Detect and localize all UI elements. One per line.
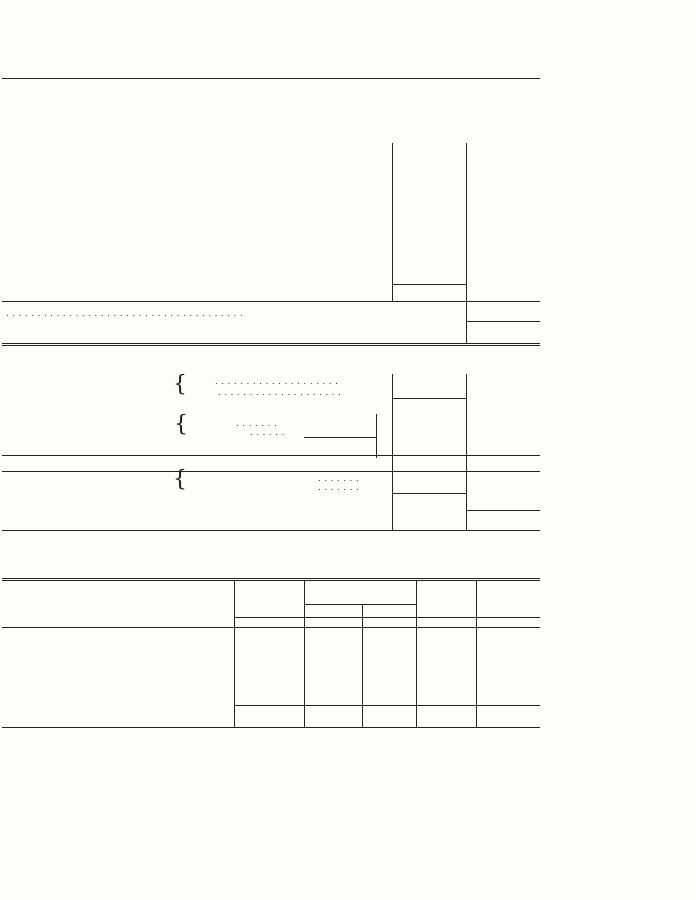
mov-total-rule — [234, 705, 540, 706]
grand-divider — [466, 301, 467, 343]
ammontare-rule-top — [2, 455, 540, 456]
spese-bottom-rule — [2, 301, 540, 302]
grand-rule-bottom — [2, 343, 540, 344]
passive-dots: . . . . . . . . . . . . . . . . . . . . — [218, 387, 342, 397]
mov-top-rule-2 — [2, 580, 540, 581]
final-rule — [466, 510, 540, 511]
spese-sum-rule — [392, 284, 466, 285]
variazioni-divider — [376, 414, 377, 458]
grand-rule-top — [466, 321, 540, 322]
rimanenze-dots: . . . . . . . . . . . . . . . . . . . . . . . . . . . . . . . . . . . . . . — [6, 308, 244, 318]
spese-sopr-dots: . . . . . . . — [318, 482, 360, 492]
rimanenze-brace: { — [173, 372, 187, 397]
grand-rule-bottom-double — [2, 345, 540, 346]
mov-num-rule-top — [234, 617, 540, 618]
mov-head-bottom — [2, 627, 540, 628]
variazioni-brace: { — [174, 412, 188, 437]
header-rule — [2, 78, 540, 79]
aumento-dots: . . . . . . . — [236, 418, 278, 428]
rimanenze-attive-row — [6, 308, 243, 319]
riassunto-divider-2 — [466, 374, 467, 530]
differenza-rule — [304, 437, 376, 438]
spese-divider-1 — [392, 143, 393, 301]
utile-rule — [392, 493, 466, 494]
riassunto-bottom-rule — [2, 530, 540, 531]
mov-top-rule — [2, 578, 540, 579]
ammontare-rule-bottom — [2, 471, 540, 472]
attive-dots: . . . . . . . . . . . . . . . . . . . . — [215, 376, 339, 386]
esercizio-brace: { — [173, 467, 187, 492]
mov-v3 — [362, 604, 363, 728]
spese-divider-2 — [466, 143, 467, 301]
mov-bottom-rule — [2, 727, 540, 728]
rendite-dots: . . . . . . . — [318, 473, 360, 483]
diminuzione-dots: . . . . . . — [250, 427, 285, 437]
attivita-rule — [392, 398, 466, 399]
mov-var-rule — [304, 604, 416, 605]
